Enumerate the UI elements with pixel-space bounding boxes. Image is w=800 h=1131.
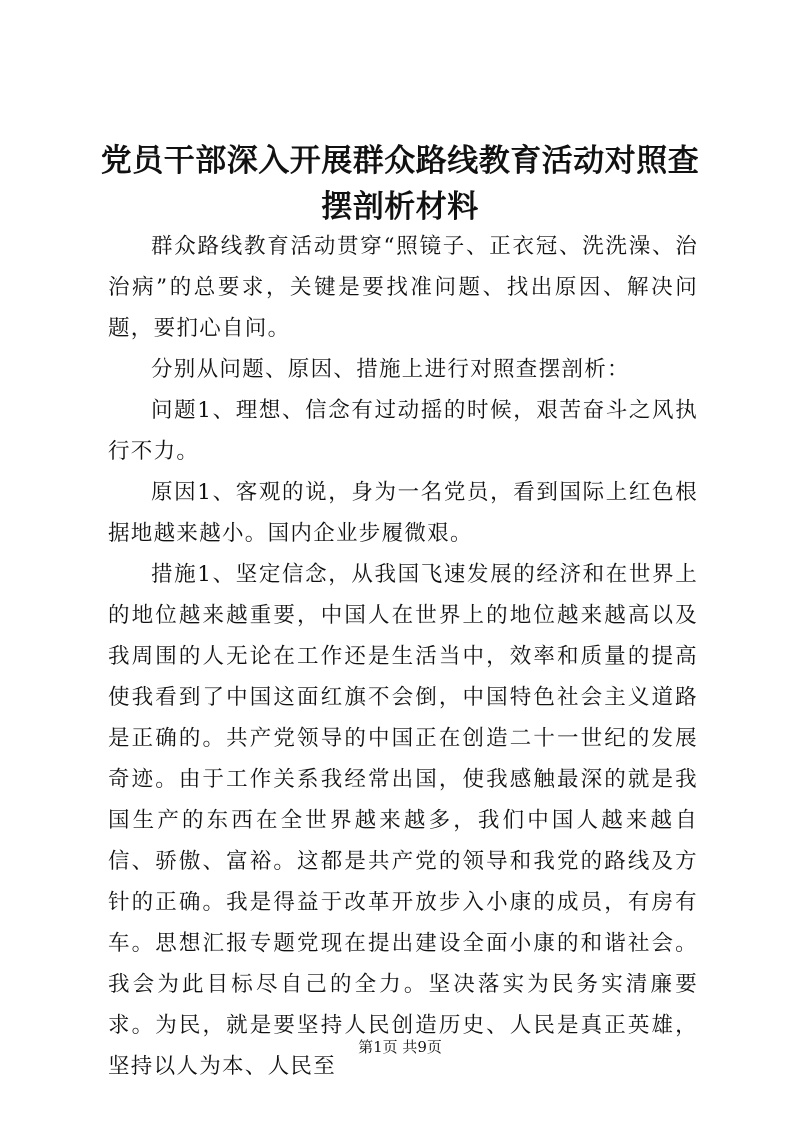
paragraph-problem-1: 问题1、理想、信念有过动摇的时候，艰苦奋斗之风执行不力。 xyxy=(108,398,698,464)
paragraph-intro: 群众路线教育活动贯穿“照镜子、正衣冠、洗洗澡、治治病”的总要求，关键是要找准问题、找出原因、解决问题，要扪心自问。 xyxy=(108,234,698,341)
paragraph-cause-1: 原因1、客观的说，身为一名党员，看到国际上红色根据地越来越小。国内企业步履微艰。 xyxy=(108,480,698,546)
paragraph-analysis-lead: 分别从问题、原因、措施上进行对照查摆剖析： xyxy=(151,357,630,382)
page-number-footer: 第1页 共9页 xyxy=(358,1038,442,1056)
document-title: 党员干部深入开展群众路线教育活动对照查摆剖析材料 xyxy=(100,143,700,225)
document-body xyxy=(108,226,698,1087)
paragraph-measure-1: 措施1、坚定信念，从我国飞速发展的经济和在世界上的地位越来越重要，中国人在世界上的地位越来越高以及我周围的人无论在工作还是生活当中，效率和质量的提高使我看到了中国这面红旗不会倒，中国特色社会主义道路是正确的。共产党领导的中国正在创造二十一世纪的发展奇迹。由于工作关系我经常出国，使我感触最深的就是我国生产的东西在全世界越来越多，我们中国人越来越自信、骄傲、富裕。这都是共产党的领导和我党的路线及方针的正确。我是得益于改革开放步入小康的成员，有房有车。思想汇报专题党现在提出建设全面小康的和谐社会。我会为此目标尽自己的全力。坚决落实为民务实清廉要求。为民，就是要坚持人民创造历史、人民是真正英雄，坚持以人为本、人民至 xyxy=(108,562,698,1079)
